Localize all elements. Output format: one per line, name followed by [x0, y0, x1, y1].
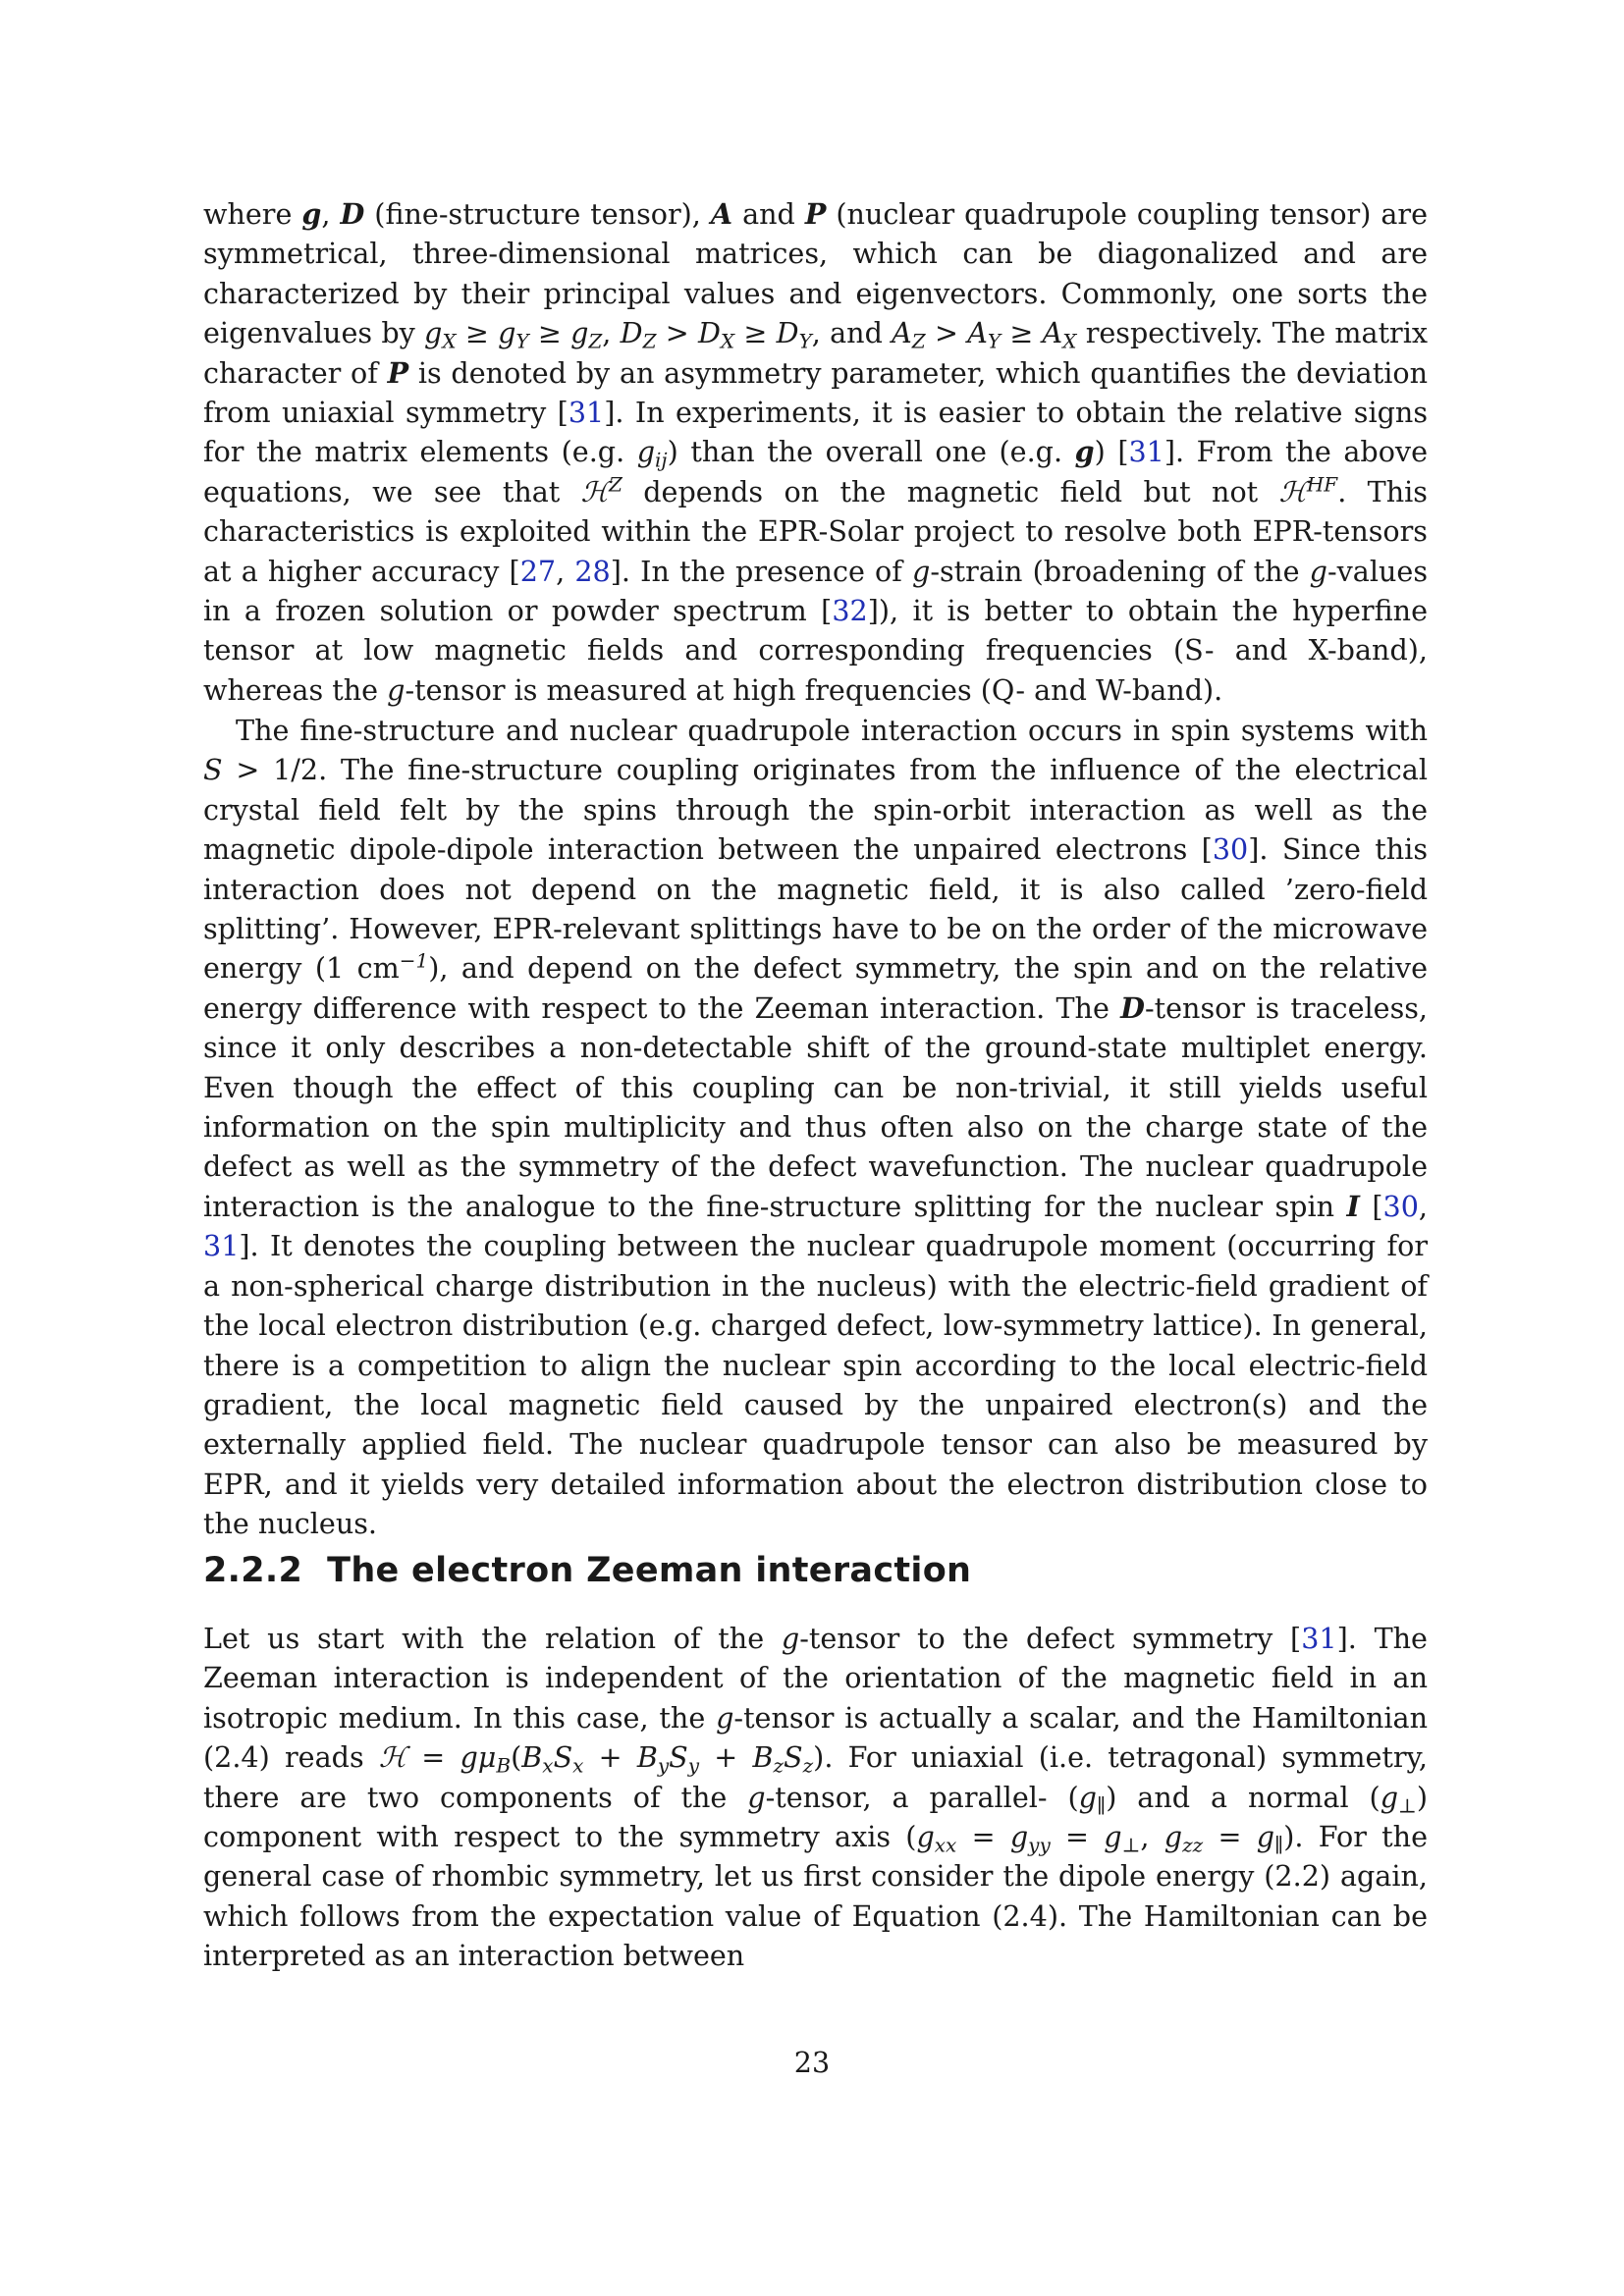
tensor-symbol: A — [710, 197, 733, 231]
section-number: 2.2.2 — [203, 1551, 303, 1590]
math-subscript: y — [687, 1753, 700, 1778]
citation-link[interactable]: 31 — [1128, 435, 1164, 469]
citation: [31] — [1290, 1622, 1348, 1655]
math-subscript: Y — [987, 329, 1001, 353]
math-symbol: g — [912, 554, 931, 588]
math-symbol: D — [697, 316, 721, 350]
math-symbol: g — [1256, 1820, 1274, 1854]
math-superscript: Z — [608, 472, 623, 497]
citation-link[interactable]: 30 — [1382, 1189, 1419, 1223]
paragraph-tensor-properties: where g, D (fine-structure tensor), A and P (nuclear quadrupole coupling tensor) are symmetrical, three-dimensional matrices, which can be diagonalized and are characterized by their principal values and eigenvectors. Commonly, one sorts the eigenvalues by $g_X \ge g_Y \ge g_Z$, $D_Z > D_X \ge D_Y$, and $A_Z > A_Y \ge A_X$ respectively. The matrix character of P is denoted by an asymmetry parameter, which quantifies the deviation from uniaxial symmetry [31]. In experiments, it is easier to obtain the relative signs for the matrix elements (e.g. $g_{ij}$) than the overall one (e.g. g) [31]. From the above equations, we see that ℋ$^Z$ depends on the magnetic field but not ℋ$^{HF}$. This characteristics is exploited within the EPR-Solar project to resolve both EPR-tensors at a higher accuracy [27, 28]. In the presence of g-strain (broadening of the g-values in a frozen solution or powder spectrum [32]), it is better to obtain the hyperfine tensor at low magnetic fields and corresponding frequencies (S- and X-band), whereas the g-tensor is measured at high frequencies (Q- and W-band). — [203, 197, 1429, 707]
math-subscript: B — [496, 1753, 512, 1778]
math-symbol: g — [1104, 1820, 1122, 1854]
citation-link[interactable]: 28 — [574, 554, 611, 588]
math-symbol: S — [784, 1740, 803, 1775]
math-symbol: D — [620, 316, 643, 350]
math-subscript: Y — [798, 329, 812, 353]
citation-link[interactable]: 31 — [203, 1229, 240, 1263]
math-symbol: g — [424, 316, 443, 350]
citation: [32] — [821, 594, 879, 628]
math-symbol: A — [967, 316, 988, 350]
tensor-symbol: P — [387, 355, 409, 390]
tensor-symbol: I — [1346, 1189, 1360, 1223]
math-symbol: B — [636, 1740, 658, 1775]
math-subscript: X — [1062, 329, 1077, 353]
math-superscript: −1 — [399, 949, 429, 974]
math-symbol: g — [387, 672, 406, 707]
citation-link[interactable]: 32 — [832, 594, 868, 628]
math-subscript: zz — [1182, 1833, 1204, 1857]
citation: [31] — [1117, 435, 1176, 469]
math-symbol: g — [747, 1780, 766, 1814]
math-symbol: D — [776, 316, 799, 350]
math-symbol: g — [716, 1700, 734, 1735]
citation: [27, 28] — [509, 554, 622, 588]
citation-link[interactable]: 31 — [568, 396, 605, 430]
math-symbol: g — [1380, 1780, 1398, 1814]
tensor-symbol: D — [340, 197, 365, 231]
math-symbol: g — [781, 1622, 800, 1655]
section-heading — [203, 1549, 971, 1592]
math-symbol: g — [1009, 1820, 1029, 1854]
math-symbol: ℋ — [580, 474, 609, 508]
tensor-symbol: P — [804, 197, 827, 231]
math-subscript: X — [720, 329, 735, 353]
tensor-symbol: g — [1074, 435, 1095, 469]
section-title: The electron Zeeman interaction — [327, 1551, 972, 1590]
math-subscript: ∥ — [1096, 1793, 1107, 1818]
math-subscript: yy — [1028, 1833, 1051, 1857]
citation-link[interactable]: 30 — [1212, 832, 1249, 867]
math-subscript: x — [542, 1753, 554, 1778]
citation: [30, 31] — [203, 1189, 1429, 1263]
paragraph-zeeman-interaction: Let us start with the relation of the g-tensor to the defect symmetry [31]. The Zeeman interaction is independent of the orientation of the magnetic field in an isotropic medium. In this case, the g-tensor is actually a scalar, and the Hamiltonian (2.4) reads ℋ = $g\mu_B(B_xS_x + B_yS_y + B_zS_z)$. For uniaxial (i.e. tetragonal) symmetry, there are two components of the g-tensor, a parallel- $(g_\parallel)$ and a normal $(g_\perp)$ component with respect to the symmetry axis ($g_{xx} = g_{yy} = g_\perp$, $g_{zz} = g_\parallel$). For the general case of rhombic symmetry, let us first consider the dipole energy (2.2) again, which follows from the expectation value of Equation (2.4). The Hamiltonian can be interpreted as an interaction between — [203, 1622, 1429, 1973]
math-subscript: y — [657, 1753, 670, 1778]
citation: [31] — [557, 396, 616, 430]
math-symbol: g — [636, 435, 656, 469]
math-superscript: HF — [1306, 472, 1338, 497]
paragraph-fine-structure: The fine-structure and nuclear quadrupole interaction occurs in spin systems with S > 1/2. The fine-structure coupling originates from the influence of the electrical crystal field felt by the spins through the spin-orbit interaction as well as the magnetic dipole-dipole interaction between the unpaired electrons [30]. Since this interaction does not depend on the magnetic field, it is also called ’zero-field splitting’. However, EPR-relevant splittings have to be on the order of the microwave energy (1 $cm^{-1}$), and depend on the defect symmetry, the spin and on the relative energy difference with respect to the Zeeman interaction. The D-tensor is traceless, since it only describes a non-detectable shift of the ground-state multiplet energy. Even though the effect of this coupling can be non-trivial, it still yields useful information on the spin multiplicity and thus often also on the charge state of the defect as well as the symmetry of the defect wavefunction. The nuclear quadrupole interaction is the analogue to the fine-structure splitting for the nuclear spin I [30, 31]. It denotes the coupling between the nuclear quadrupole moment (occurring for a non-spherical charge distribution in the nucleus) with the electric-field gradient of the local electron distribution (e.g. charged defect, low-symmetry lattice). In general, there is a competition to align the nuclear spin according to the local electric-field gradient, the local magnetic field caused by the unpaired electron(s) and the externally applied field. The nuclear quadrupole tensor can also be measured by EPR, and it yields very detailed information about the electron distribution close to the nucleus. — [203, 714, 1429, 1541]
math-symbol: S — [669, 1740, 688, 1775]
math-subscript: ⊥ — [1121, 1833, 1141, 1857]
math-subscript: X — [442, 329, 457, 353]
math-subscript: Z — [642, 329, 657, 353]
math-symbol: B — [752, 1740, 774, 1775]
math-symbol: g — [570, 316, 589, 350]
math-subscript: Z — [588, 329, 603, 353]
math-symbol: g — [1078, 1780, 1097, 1814]
math-symbol: S — [203, 753, 223, 787]
citation: [30] — [1201, 832, 1260, 867]
math-symbol: A — [892, 316, 912, 350]
math-subscript: z — [773, 1753, 785, 1778]
math-subscript: ∥ — [1274, 1833, 1284, 1857]
math-symbol: g — [1309, 554, 1327, 588]
math-subscript: ij — [655, 449, 668, 473]
math-subscript: z — [802, 1753, 814, 1778]
math-subscript: x — [572, 1753, 584, 1778]
math-subscript: ⊥ — [1398, 1793, 1417, 1818]
tensor-symbol: g — [301, 197, 322, 231]
math-symbol: ℋ — [1278, 474, 1307, 508]
citation-link[interactable]: 31 — [1301, 1622, 1337, 1655]
math-symbol: g — [916, 1820, 935, 1854]
math-symbol: S — [553, 1740, 573, 1775]
tensor-symbol: D — [1120, 990, 1145, 1025]
math-symbol: B — [521, 1740, 543, 1775]
math-symbol: A — [1042, 316, 1063, 350]
page-number: 23 — [793, 2046, 831, 2079]
math-symbol: ℋ — [378, 1740, 407, 1775]
math-symbol: gμ — [460, 1740, 497, 1775]
citation-link[interactable]: 27 — [519, 554, 557, 588]
math-subscript: Y — [515, 329, 529, 353]
math-subscript: Z — [911, 329, 926, 353]
math-symbol: g — [1164, 1820, 1183, 1854]
math-subscript: xx — [934, 1833, 957, 1857]
math-symbol: g — [498, 316, 516, 350]
